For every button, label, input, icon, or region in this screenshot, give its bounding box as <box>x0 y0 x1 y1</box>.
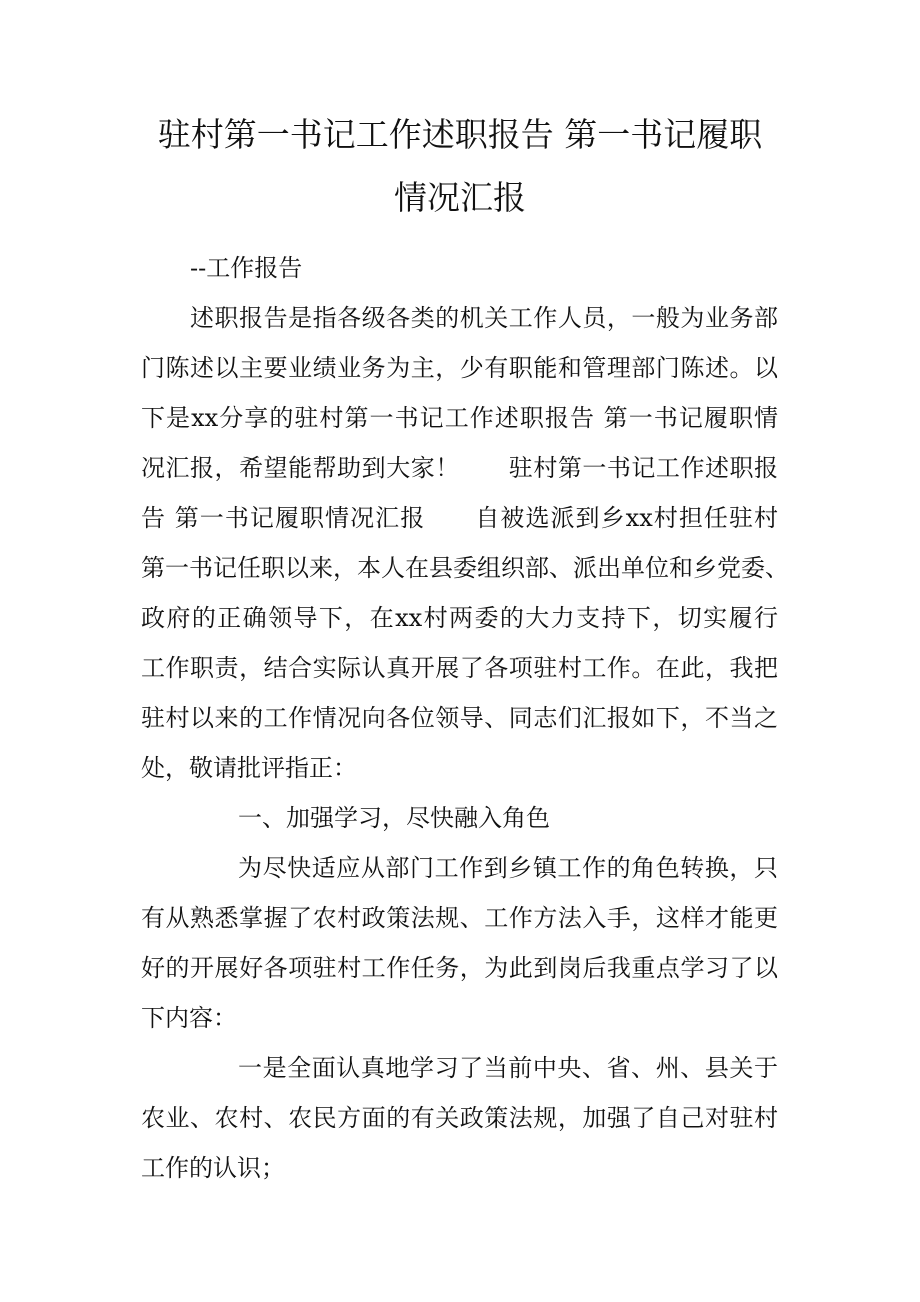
body-line-4: 况汇报，希望能帮助到大家！ 驻村第一书记工作述职报 <box>141 454 778 482</box>
document-title-line-2: 情况汇报 <box>394 178 526 217</box>
body-line-6: 第一书记任职以来，本人在县委组织部、派出单位和乡党委、 <box>141 554 789 582</box>
body-line-12: 为尽快适应从部门工作到乡镇工作的角色转换，只 <box>238 854 778 882</box>
body-line-14: 好的开展好各项驻村工作任务，为此到岗后我重点学习了以 <box>141 954 778 982</box>
body-line-17: 农业、农村、农民方面的有关政策法规，加强了自己对驻村 <box>141 1104 778 1132</box>
body-line-9: 驻村以来的工作情况向各位领导、同志们汇报如下，不当之 <box>141 704 778 732</box>
body-line-8: 工作职责，结合实际认真开展了各项驻村工作。在此，我把 <box>141 654 778 682</box>
body-line-15: 下内容： <box>141 1004 237 1032</box>
body-line-3: 下是xx分享的驻村第一书记工作述职报告 第一书记履职情 <box>141 404 778 432</box>
document-title-line-1: 驻村第一书记工作述职报告 第一书记履职 <box>157 115 763 154</box>
body-line-18: 工作的认识； <box>141 1154 285 1182</box>
body-line-16: 一是全面认真地学习了当前中央、省、州、县关于 <box>238 1054 778 1082</box>
document-subtitle: --工作报告 <box>190 254 303 282</box>
body-line-2: 门陈述以主要业绩业务为主，少有职能和管理部门陈述。以 <box>141 354 778 382</box>
body-line-5: 告 第一书记履职情况汇报 自被选派到乡xx村担任驻村 <box>141 504 778 532</box>
body-line-10: 处，敬请批评指正： <box>141 754 357 782</box>
section-heading-1: 一、加强学习，尽快融入角色 <box>238 804 550 832</box>
body-line-13: 有从熟悉掌握了农村政策法规、工作方法入手，这样才能更 <box>141 904 778 932</box>
body-line-7: 政府的正确领导下，在xx村两委的大力支持下，切实履行 <box>141 604 778 632</box>
body-line-1: 述职报告是指各级各类的机关工作人员，一般为业务部 <box>190 304 778 332</box>
